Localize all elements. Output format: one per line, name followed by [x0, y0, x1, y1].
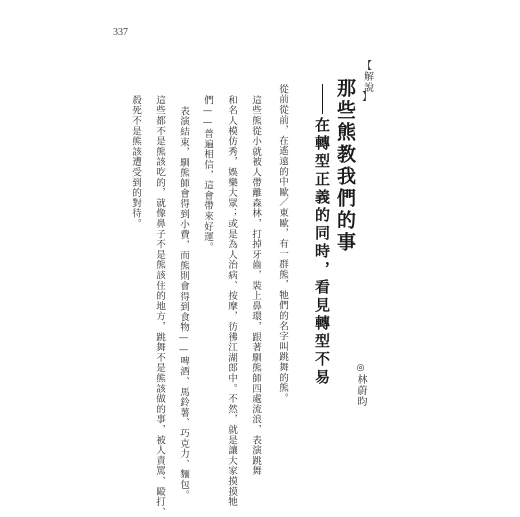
body-line: 殺死不是熊該遭受到的對待。 — [130, 95, 141, 229]
body-line: 這些都不是熊該吃的，就像鼻子不是熊該住的地方，跳舞不是熊該做的事，被人責罵、毆打、 — [154, 95, 165, 517]
body-line: 和名人模仿秀，娛樂大眾；或是為人治病、按摩，彷彿江湖郎中。不然，就是讓大家摸摸牠 — [226, 95, 237, 507]
essay-subtitle: 在轉型正義的同時，看見轉型不易 — [313, 117, 331, 387]
author-mark: ◎ — [356, 363, 365, 373]
tag-bracket-top: 【 — [362, 61, 372, 72]
tag-text: 解說 — [361, 71, 373, 93]
tag-bracket-bottom: 】 — [362, 92, 372, 103]
essay-title: 那些熊教我們的事 — [334, 78, 356, 254]
body-line: 表演結束，馴熊師會得到小費，而熊則會得到食物——啤酒、馬鈴薯、巧克力、麵包。 — [178, 106, 189, 501]
page-number: 337 — [113, 27, 128, 38]
author-byline — [338, 362, 383, 407]
body-line: 從前從前，在遙遠的中歐／東歐，有一群熊，牠們的名字叫跳舞的熊。 — [277, 84, 288, 404]
subtitle-block — [312, 84, 333, 387]
body-line: 這些熊從小就被人帶離森林，打掉牙齒，裝上鼻環，跟著馴熊師四處流浪，表演跳舞 — [250, 95, 261, 477]
author-name: 林蔚昀 — [355, 374, 366, 407]
section-tag — [356, 62, 378, 102]
body-line: 們——普遍相信，這會帶來好運。 — [202, 95, 213, 253]
subtitle-dash — [322, 84, 323, 114]
